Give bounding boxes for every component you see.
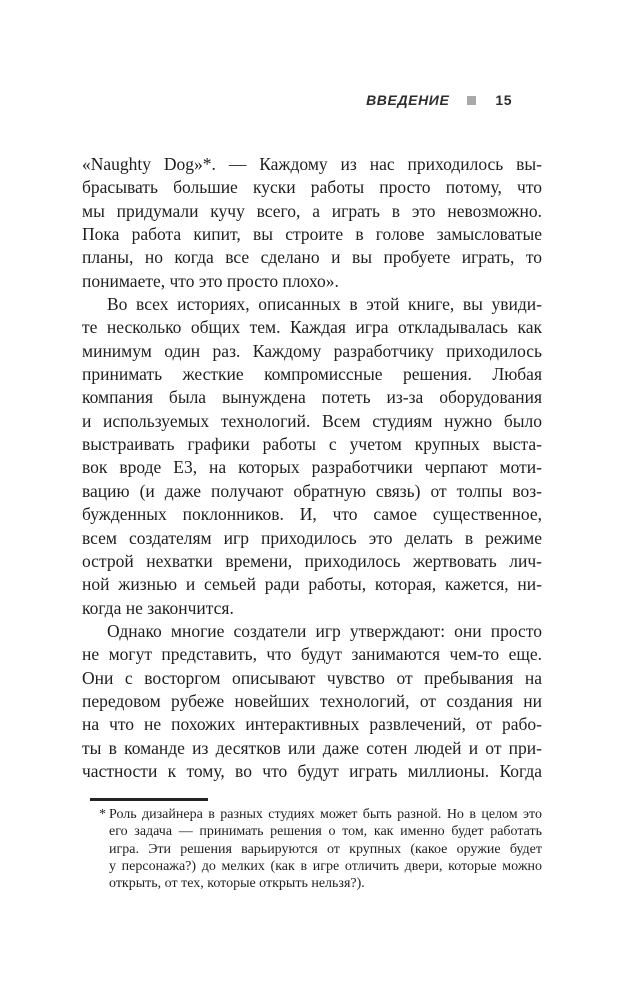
- footnote-line: Роль дизайнера в разных студиях может быть разной. Но в целом это: [109, 807, 542, 822]
- text-line: когда не закончится.: [82, 597, 234, 618]
- text-line: всем создателям игр приходилось это делать в режиме: [82, 527, 542, 548]
- text-line: Пока работа кипит, вы строите в голове замысловатые: [82, 224, 542, 245]
- text-line: выстраивать графики работы с учетом крупных выста-: [82, 434, 542, 455]
- text-line: передовом рубеже новейших технологий, от создания ни: [82, 690, 542, 711]
- footnote-line: открыть, от тех, которые открыть нельзя?).: [109, 876, 365, 892]
- text-line: брасывать большие куски работы просто потому, что: [82, 177, 542, 198]
- paragraph: [82, 153, 542, 293]
- page-number: 15: [495, 92, 512, 108]
- text-line: Однако многие создатели игр утверждают: они просто: [107, 620, 542, 641]
- text-line: планы, но когда все сделано и вы пробуете играть, то: [82, 247, 542, 268]
- text-line: бужденных поклонников. И, что самое существенное,: [82, 504, 542, 525]
- text-line: минимум один раз. Каждому разработчику приходилось: [82, 340, 542, 361]
- text-line: компания была вынуждена потеть из-за оборудования: [82, 387, 542, 408]
- page-header: [366, 92, 512, 108]
- text-line: ной жизнью и семьей ради работы, которая, кажется, ни-: [82, 574, 542, 595]
- footnote-line: игра. Эти решения варьируются от крупных (какое оружие будет: [109, 841, 542, 857]
- footnote-rule: [90, 798, 208, 801]
- text-line: вацию (и даже получают обратную связь) от толпы воз-: [82, 480, 542, 501]
- footnote-line: у персонажа?) до мелких (как в игре отличить двери, которые можно: [109, 858, 542, 874]
- text-line: острой нехватки времени, приходилось жертвовать лич-: [82, 550, 542, 571]
- text-line: частности к тому, во что будут играть миллионы. Когда: [82, 760, 542, 781]
- paragraph: [82, 293, 542, 620]
- text-line: ты в команде из десятков или даже сотен людей и от при-: [82, 737, 542, 758]
- paragraph: [82, 620, 542, 783]
- footnote-line: его задача — принимать решения о том, как именно будет работать: [109, 824, 542, 840]
- text-line: вок вроде E3, на которых разработчики черпают моти-: [82, 457, 542, 478]
- text-line: Они с восторгом описывают чувство от пребывания на: [82, 667, 542, 688]
- text-line: «Naughty Dog»*. — Каждому из нас приходилось вы-: [82, 154, 542, 174]
- text-line: Во всех историях, описанных в этой книге, вы увиди-: [107, 294, 542, 315]
- text-line: мы придумали кучу всего, а играть в это невозможно.: [82, 200, 542, 221]
- header-separator-square-icon: [467, 96, 476, 105]
- text-line: принимать жесткие компромиссные решения. Любая: [82, 364, 542, 385]
- footnote-marker: *: [99, 807, 106, 822]
- text-line: понимаете, что это просто плохо».: [82, 270, 339, 291]
- chapter-title: ВВЕДЕНИЕ: [366, 92, 450, 108]
- text-line: не могут представить, что будут занимаются чем-то еще.: [82, 644, 542, 665]
- text-line: те несколько общих тем. Каждая игра откладывалась как: [82, 317, 542, 338]
- body-text: [82, 153, 542, 783]
- text-line: и используемых технологий. Всем студиям нужно было: [82, 410, 542, 431]
- text-line: на что не похожих интерактивных развлечений, от рабо-: [82, 714, 542, 735]
- footnote: [82, 806, 542, 892]
- footnote-text: [109, 806, 542, 892]
